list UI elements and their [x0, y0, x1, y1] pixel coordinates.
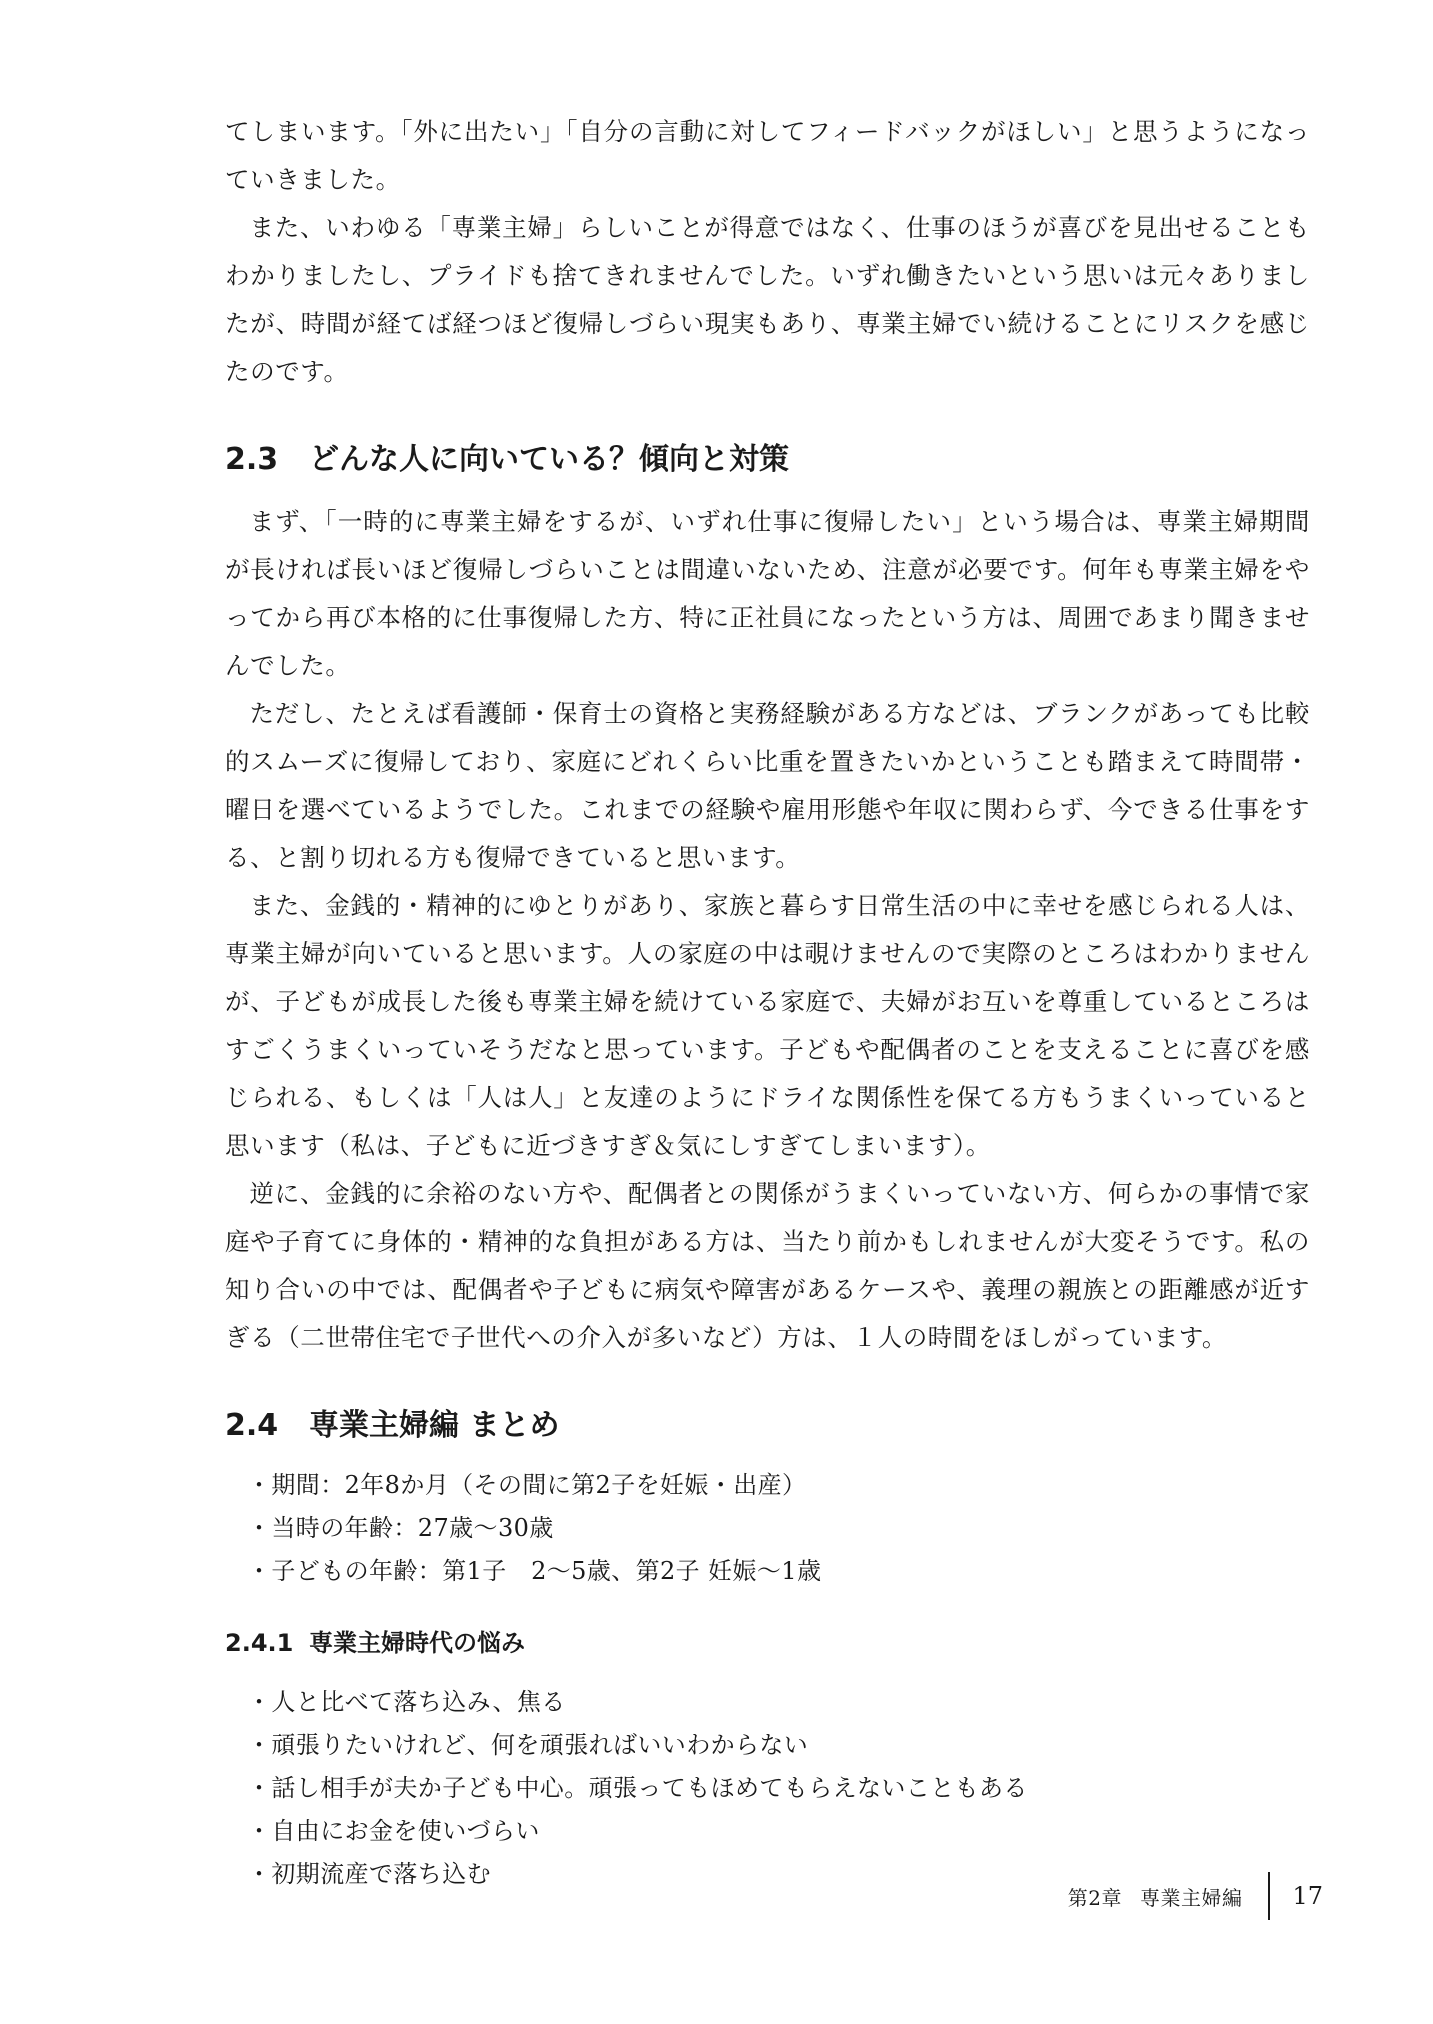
- section-number: 2.4: [225, 1408, 279, 1443]
- section-2-3-paragraph-4: 逆に、金銭的に余裕のない方や、配偶者との関係がうまくいっていない方、何らかの事情で家庭や子育てに身体的・精神的な負担がある方は、当たり前かもしれませんが大変そうです。私の知り合いの中では、配偶者や子どもに病気や障害があるケースや、義理の親族との距離感が近すぎる（二世帯住宅で子世代への介入が多いなど）方は、１人の時間をほしがっています。: [225, 1179, 1310, 1352]
- page-footer: [1068, 1872, 1323, 1920]
- footer-divider: [1268, 1872, 1270, 1920]
- chapter-title: 専業主婦編: [1139, 1885, 1243, 1910]
- section-title: 専業主婦編 まとめ: [309, 1408, 560, 1443]
- list-item: ・期間：2年8か月（その間に第2子を妊娠・出産）: [247, 1471, 807, 1499]
- section-2-3-paragraph-3: また、金銭的・精神的にゆとりがあり、家族と暮らす日常生活の中に幸せを感じられる人は、専業主婦が向いていると思います。人の家庭の中は覗けませんので実際のところはわかりませんが、子どもが成長した後も専業主婦を続けている家庭で、夫婦がお互いを尊重しているところはすごくうまくいっていそうだなと思っています。子どもや配偶者のことを支えることに喜びを感じられる、もしくは「人は人」と友達のようにドライな関係性を保てる方もうまくいっていると思います（私は、子どもに近づきすぎ＆気にしすぎてしまいます）。: [225, 891, 1310, 1160]
- page-body: [225, 108, 1310, 1896]
- chapter-number: 第2章: [1067, 1885, 1122, 1910]
- list-item: ・話し相手が夫か子ども中心。頑張ってもほめてもらえないこともある: [247, 1774, 1028, 1802]
- list-item: ・頑張りたいけれど、何を頑張ればいいわからない: [247, 1731, 809, 1759]
- section-2-3-paragraph-2: ただし、たとえば看護師・保育士の資格と実務経験がある方などは、ブランクがあっても比較的スムーズに復帰しており、家庭にどれくらい比重を置きたいかということも踏まえて時間帯・曜日を選べているようでした。これまでの経験や雇用形態や年収に関わらず、今できる仕事をする、と割り切れる方も復帰できていると思います。: [225, 699, 1310, 872]
- list-item: ・人と比べて落ち込み、焦る: [247, 1688, 566, 1716]
- intro-paragraph-1: てしまいます。「外に出たい」「自分の言動に対してフィードバックがほしい」と思うようになっていきました。: [225, 117, 1310, 194]
- section-heading-2-3: [225, 438, 1310, 482]
- section-title: どんな人に向いている？傾向と対策: [309, 442, 789, 477]
- list-item: ・子どもの年齢：第1子 2〜5歳、第2子 妊娠〜1歳: [247, 1557, 822, 1585]
- list-item: ・自由にお金を使いづらい: [247, 1817, 540, 1845]
- subsection-heading-2-4-1: [225, 1623, 1310, 1663]
- summary-list: [225, 1464, 1310, 1593]
- section-2-3-paragraph-1: まず、「一時的に専業主婦をするが、いずれ仕事に復帰したい」という場合は、専業主婦期間が長ければ長いほど復帰しづらいことは間違いないため、注意が必要です。何年も専業主婦をやってから再び本格的に仕事復帰した方、特に正社員になったという方は、周囲であまり聞きませんでした。: [225, 507, 1310, 680]
- list-item: ・初期流産で落ち込む: [247, 1860, 491, 1888]
- page-number: 17: [1292, 1882, 1323, 1910]
- section-number: 2.3: [225, 442, 279, 477]
- section-heading-2-4: [225, 1404, 1310, 1448]
- running-footer-chapter: [1068, 1882, 1243, 1911]
- worries-list: [225, 1681, 1310, 1896]
- subsection-title: 専業主婦時代の悩み: [309, 1629, 525, 1657]
- subsection-number: 2.4.1: [225, 1629, 294, 1657]
- list-item: ・当時の年齢：27歳〜30歳: [247, 1514, 554, 1542]
- intro-paragraph-2: また、いわゆる「専業主婦」らしいことが得意ではなく、仕事のほうが喜びを見出せることもわかりましたし、プライドも捨てきれませんでした。いずれ働きたいという思いは元々ありましたが、時間が経てば経つほど復帰しづらい現実もあり、専業主婦でい続けることにリスクを感じたのです。: [225, 213, 1310, 386]
